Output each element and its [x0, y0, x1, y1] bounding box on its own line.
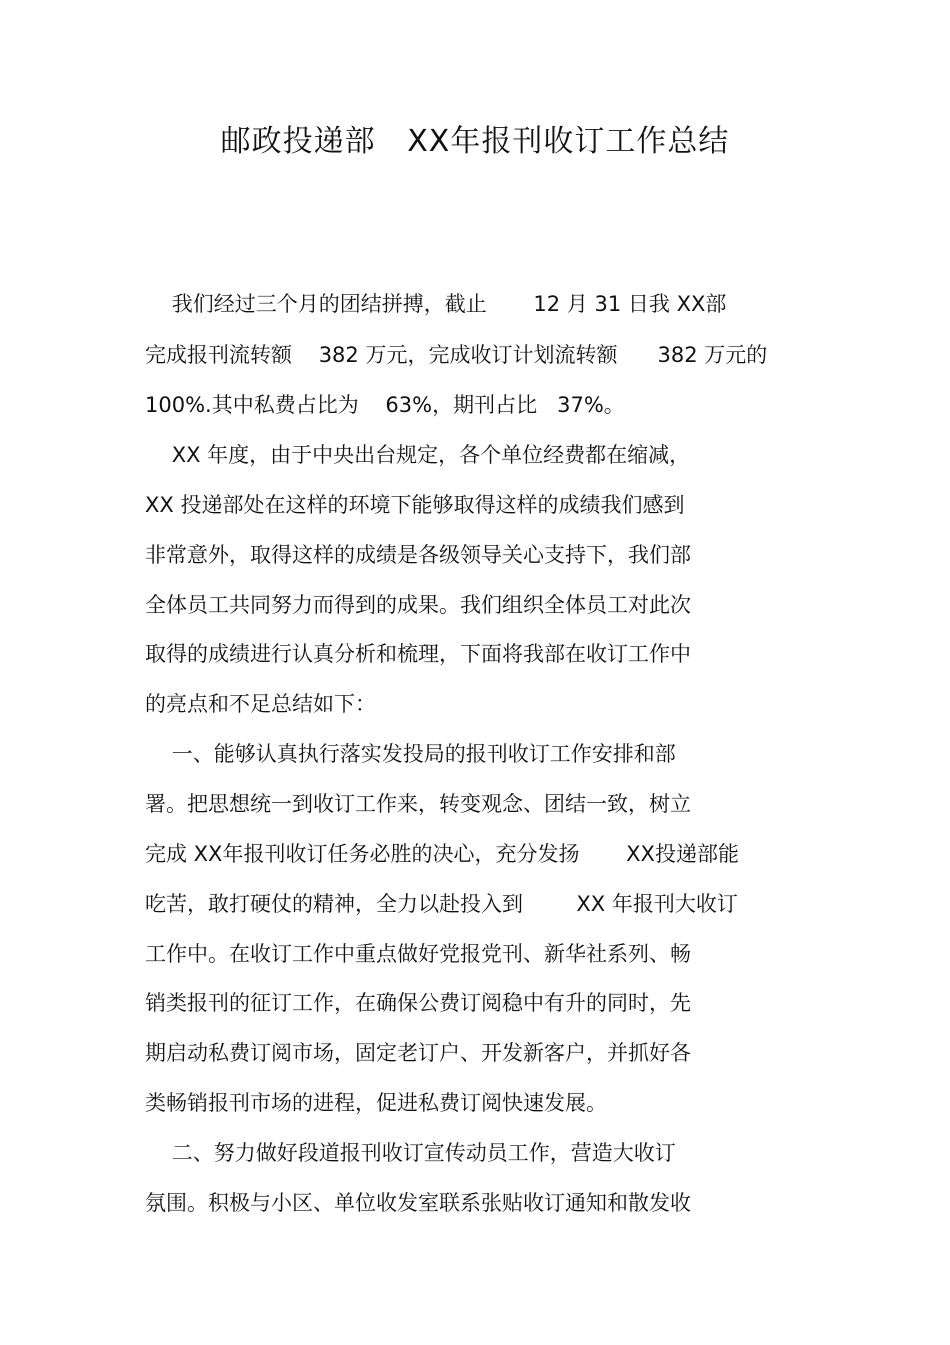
body-line: 吃苦，敢打硬仗的精神，全力以赴投入到 XX 年报刊大收订 — [145, 892, 738, 916]
body-line: 一、能够认真执行落实发投局的报刊收订工作安排和部 — [145, 742, 676, 766]
body-line: 100%.其中私费占比为 63%，期刊占比 37%。 — [145, 393, 625, 417]
body-line: 工作中。在收订工作中重点做好党报党刊、新华社系列、畅 — [145, 942, 691, 966]
document-title: 邮政投递部 XX年报刊收订工作总结 — [220, 124, 730, 159]
body-line: 署。把思想统一到收订工作来，转变观念、团结一致，树立 — [145, 792, 691, 816]
body-line: 非常意外，取得这样的成绩是各级领导关心支持下，我们部 — [145, 543, 691, 567]
body-line: 的亮点和不足总结如下： — [145, 692, 376, 716]
body-line: 氛围。积极与小区、单位收发室联系张贴收订通知和散发收 — [145, 1191, 691, 1215]
body-line: XX 投递部处在这样的环境下能够取得这样的成绩我们感到 — [145, 493, 685, 517]
body-line: 完成 XX年报刊收订任务必胜的决心，充分发扬 XX投递部能 — [145, 842, 739, 866]
body-line: 二、努力做好段道报刊收订宣传动员工作，营造大收订 — [145, 1141, 676, 1165]
body-line: 完成报刊流转额 382 万元，完成收订计划流转额 382 万元的 — [145, 343, 768, 367]
body-line: 我们经过三个月的团结拼搏，截止 12 月 31 日我 XX部 — [145, 292, 727, 316]
body-line: 销类报刊的征订工作，在确保公费订阅稳中有升的同时，先 — [145, 991, 691, 1015]
body-line: 全体员工共同努力而得到的成果。我们组织全体员工对此次 — [145, 593, 691, 617]
body-line: 类畅销报刊市场的进程，促进私费订阅快速发展。 — [145, 1091, 607, 1115]
body-line: XX 年度，由于中央出台规定，各个单位经费都在缩减， — [145, 443, 691, 467]
body-line: 期启动私费订阅市场，固定老订户、开发新客户，并抓好各 — [145, 1041, 691, 1065]
body-line: 取得的成绩进行认真分析和梳理，下面将我部在收订工作中 — [145, 642, 691, 666]
